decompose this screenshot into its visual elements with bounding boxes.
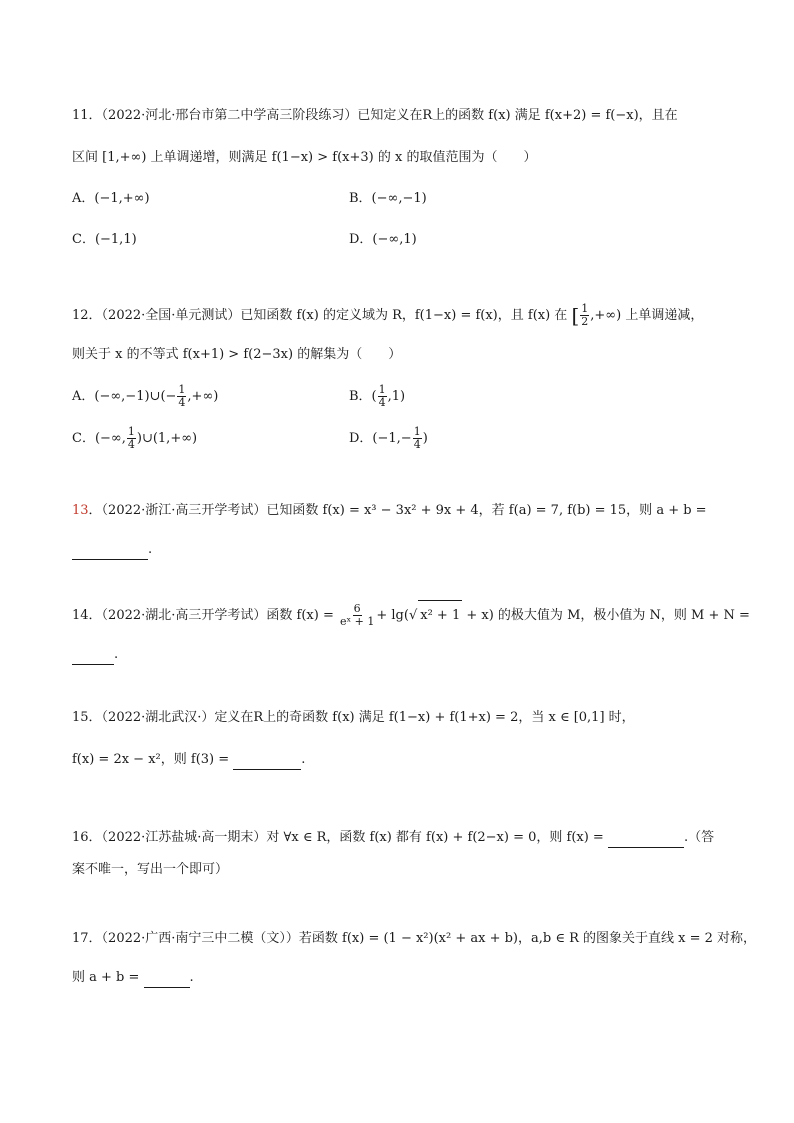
q12-stem-line2: 则关于 x 的不等式 f(x+1) > f(2−3x) 的解集为（ ） — [72, 347, 402, 362]
q14-period: . — [114, 647, 119, 662]
q17-answer-blank[interactable] — [144, 973, 190, 988]
q12-option-b-den: 4 — [378, 396, 386, 409]
q15-period: . — [301, 752, 306, 767]
q12-option-d-fraction — [413, 426, 422, 451]
q16-stem-text: 16．（2022·江苏盐城·高一期末）对 ∀x ∈ R，函数 f(x) 都有 f(x) + f(2−x) = 0，则 f(x) = — [72, 830, 604, 845]
q15-stem-line2-text: f(x) = 2x − x²，则 f(3) = — [72, 752, 230, 767]
q13-answer-line — [72, 540, 152, 560]
q13-stem-text: ．（2022·浙江·高三开学考试）已知函数 f(x) = x³ − 3x² + 9x + 4，若 f(a) = 7, f(b) = 15，则 a + b = — [88, 503, 707, 518]
q12-option-b[interactable] — [349, 384, 405, 410]
q15-answer-blank[interactable] — [233, 755, 301, 770]
q14-answer-line — [72, 645, 118, 665]
q12-option-d-den: 4 — [413, 438, 421, 451]
q13-answer-blank[interactable] — [72, 545, 148, 560]
q12-option-a[interactable] — [72, 384, 218, 410]
q12-option-c-den: 4 — [127, 438, 135, 451]
q12-option-d-pre: D．(−1,− — [349, 431, 412, 446]
q16-stem-line1 — [72, 828, 714, 848]
q14-frac-den: eˣ + 1 — [339, 615, 375, 628]
q12-option-c-post: )∪(1,+∞) — [136, 431, 198, 446]
q12-option-b-post: ,1) — [387, 389, 406, 404]
q12-stem-line1-end: 上单调递减， — [625, 308, 704, 323]
q12-stem-line1-text: 12．（2022·全国·单元测试）已知函数 f(x) 的定义域为 R，f(1−x) = f(x)，且 f(x) 在 — [72, 308, 568, 323]
q14-fraction — [339, 603, 375, 628]
q12-option-a-fraction — [177, 384, 186, 409]
q17-period: . — [189, 970, 194, 985]
q12-option-a-post: ,+∞) — [187, 389, 219, 404]
q12-option-a-den: 4 — [178, 396, 186, 409]
q17-stem-line2-text: 则 a + b = — [72, 970, 140, 985]
q12-option-d-post: ) — [422, 431, 428, 446]
q16-stem-post: .（答 — [683, 830, 715, 845]
q12-option-b-fraction — [378, 384, 387, 409]
q11-option-d[interactable]: D．(−∞,1) — [349, 232, 417, 247]
q16-answer-blank[interactable] — [608, 833, 684, 848]
q11-option-c[interactable]: C．(−1,1) — [72, 232, 137, 247]
q11-stem-line2: 区间 [1,+∞) 上单调递增，则满足 f(1−x) > f(x+3) 的 x 的取值范围为（ ） — [72, 150, 537, 165]
q11-option-a[interactable]: A．(−1,+∞) — [72, 191, 150, 206]
q12-option-a-num: 1 — [178, 383, 186, 396]
sqrt-radical-icon: √ — [408, 608, 418, 623]
q13-stem-line1 — [72, 501, 707, 521]
q12-interval-fraction — [580, 303, 589, 328]
q13-number: 13 — [72, 503, 89, 518]
q15-stem-line2 — [72, 750, 305, 770]
q12-option-d-num: 1 — [413, 425, 421, 438]
q17-stem-line2 — [72, 968, 194, 988]
q12-stem-line1 — [72, 303, 703, 328]
q12-interval-rest: ,+∞) — [590, 308, 622, 323]
q12-option-a-pre: A．(−∞,−1)∪(− — [72, 389, 177, 404]
q16-stem-line2: 案不唯一，写出一个即可） — [72, 862, 229, 877]
q14-stem-mid: + lg( — [376, 608, 409, 623]
q12-option-c-fraction — [127, 426, 136, 451]
q14-stem-pre: 14．（2022·湖北·高三开学考试）函数 f(x) = — [72, 608, 334, 623]
q11-option-b[interactable]: B．(−∞,−1) — [349, 191, 427, 206]
q15-stem-line1: 15．（2022·湖北武汉·）定义在R上的奇函数 f(x) 满足 f(1−x) + f(1+x) = 2，当 x ∈ [0,1] 时， — [72, 710, 635, 725]
q11-stem-line1: 11．（2022·河北·邢台市第二中学高三阶段练习）已知定义在R上的函数 f(x) 满足 f(x+2) = f(−x)，且在 — [72, 108, 678, 123]
q14-stem-post: + x) 的极大值为 M，极小值为 N，则 M + N = — [466, 608, 750, 623]
q12-option-d[interactable] — [349, 426, 428, 452]
q12-option-b-pre: B．( — [349, 389, 377, 404]
q14-stem-line1 — [72, 600, 750, 631]
q14-sqrt-content: x² + 1 — [418, 600, 462, 631]
q12-option-c-num: 1 — [127, 425, 135, 438]
q12-interval-num: 1 — [581, 302, 589, 315]
q12-option-b-num: 1 — [378, 383, 386, 396]
q14-frac-num: 6 — [353, 602, 361, 615]
q12-interval-open: [ — [571, 303, 580, 328]
q12-option-c-pre: C．(−∞, — [72, 431, 126, 446]
q14-answer-blank[interactable] — [72, 650, 114, 665]
q13-period: . — [148, 542, 153, 557]
q17-stem-line1: 17．（2022·广西·南宁三中二模（文））若函数 f(x) = (1 − x²)(x² + ax + b)，a,b ∈ R 的图象关于直线 x = 2 对称， — [72, 931, 757, 946]
q12-option-c[interactable] — [72, 426, 197, 452]
q12-interval-den: 2 — [581, 315, 589, 328]
